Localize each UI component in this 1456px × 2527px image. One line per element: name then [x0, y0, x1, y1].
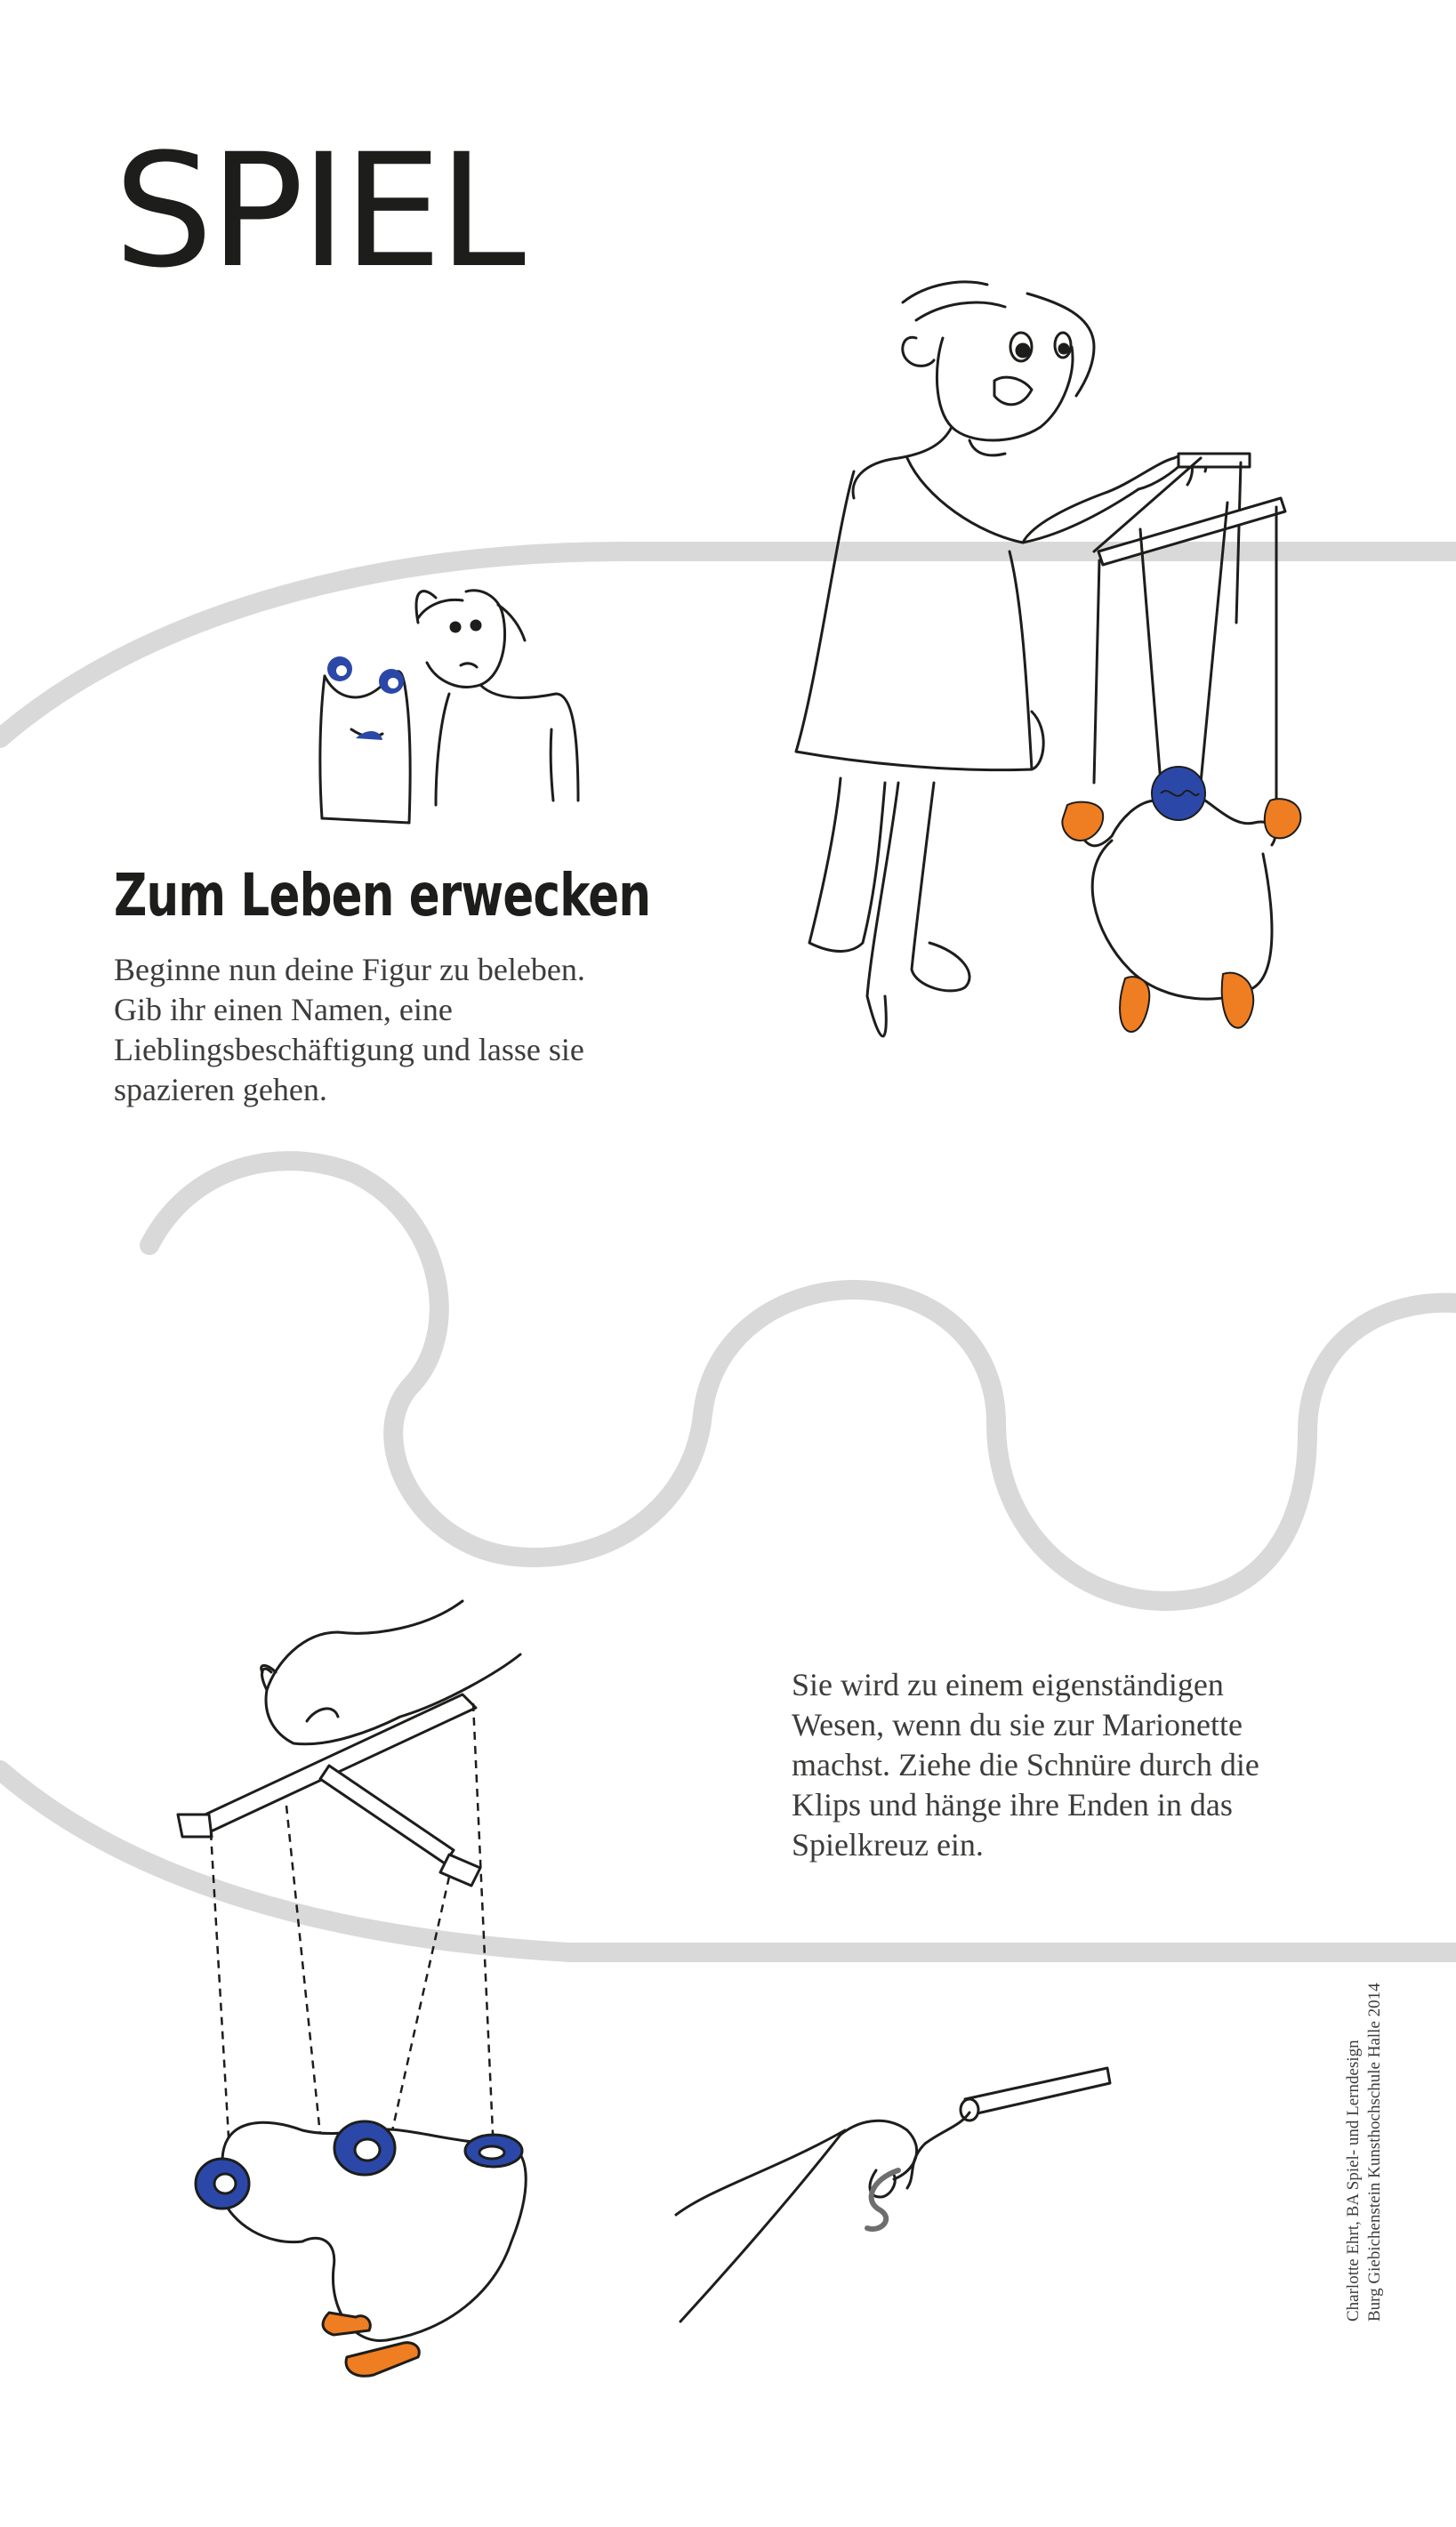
plush-puppet [196, 2121, 526, 2376]
hand-with-control-bar [178, 1601, 520, 1886]
credits-institution: Burg Giebichenstein Kunsthochschule Halle 2014 [1365, 1983, 1384, 2322]
section-heading: Zum Leben erwecken [114, 861, 651, 930]
credits-author: Charlotte Ehrt, BA Spiel- und Lerndesign [1344, 2040, 1363, 2322]
hand-threading-clip [676, 2068, 1110, 2322]
page-title: SPIEL [114, 120, 523, 302]
section-2-text: Sie wird zu einem eigenständigen Wesen, wenn du sie zur Marionette machst. Ziehe die Schnüre durch die Klips und hänge ihre Enden in das Spielkreuz ein. [792, 1667, 1259, 1863]
hand-puppet-eyes [327, 656, 404, 740]
marionette-colored-parts [1062, 767, 1300, 1032]
section-1-text: Beginne nun deine Figur zu beleben. Gib ihr einen Namen, eine Lieblingsbeschäftigung und lasse sie spazieren gehen. [114, 952, 585, 1107]
credits [1343, 1823, 1386, 2322]
boy-with-marionette [796, 282, 1285, 1036]
child-with-hand-puppet [320, 591, 578, 823]
